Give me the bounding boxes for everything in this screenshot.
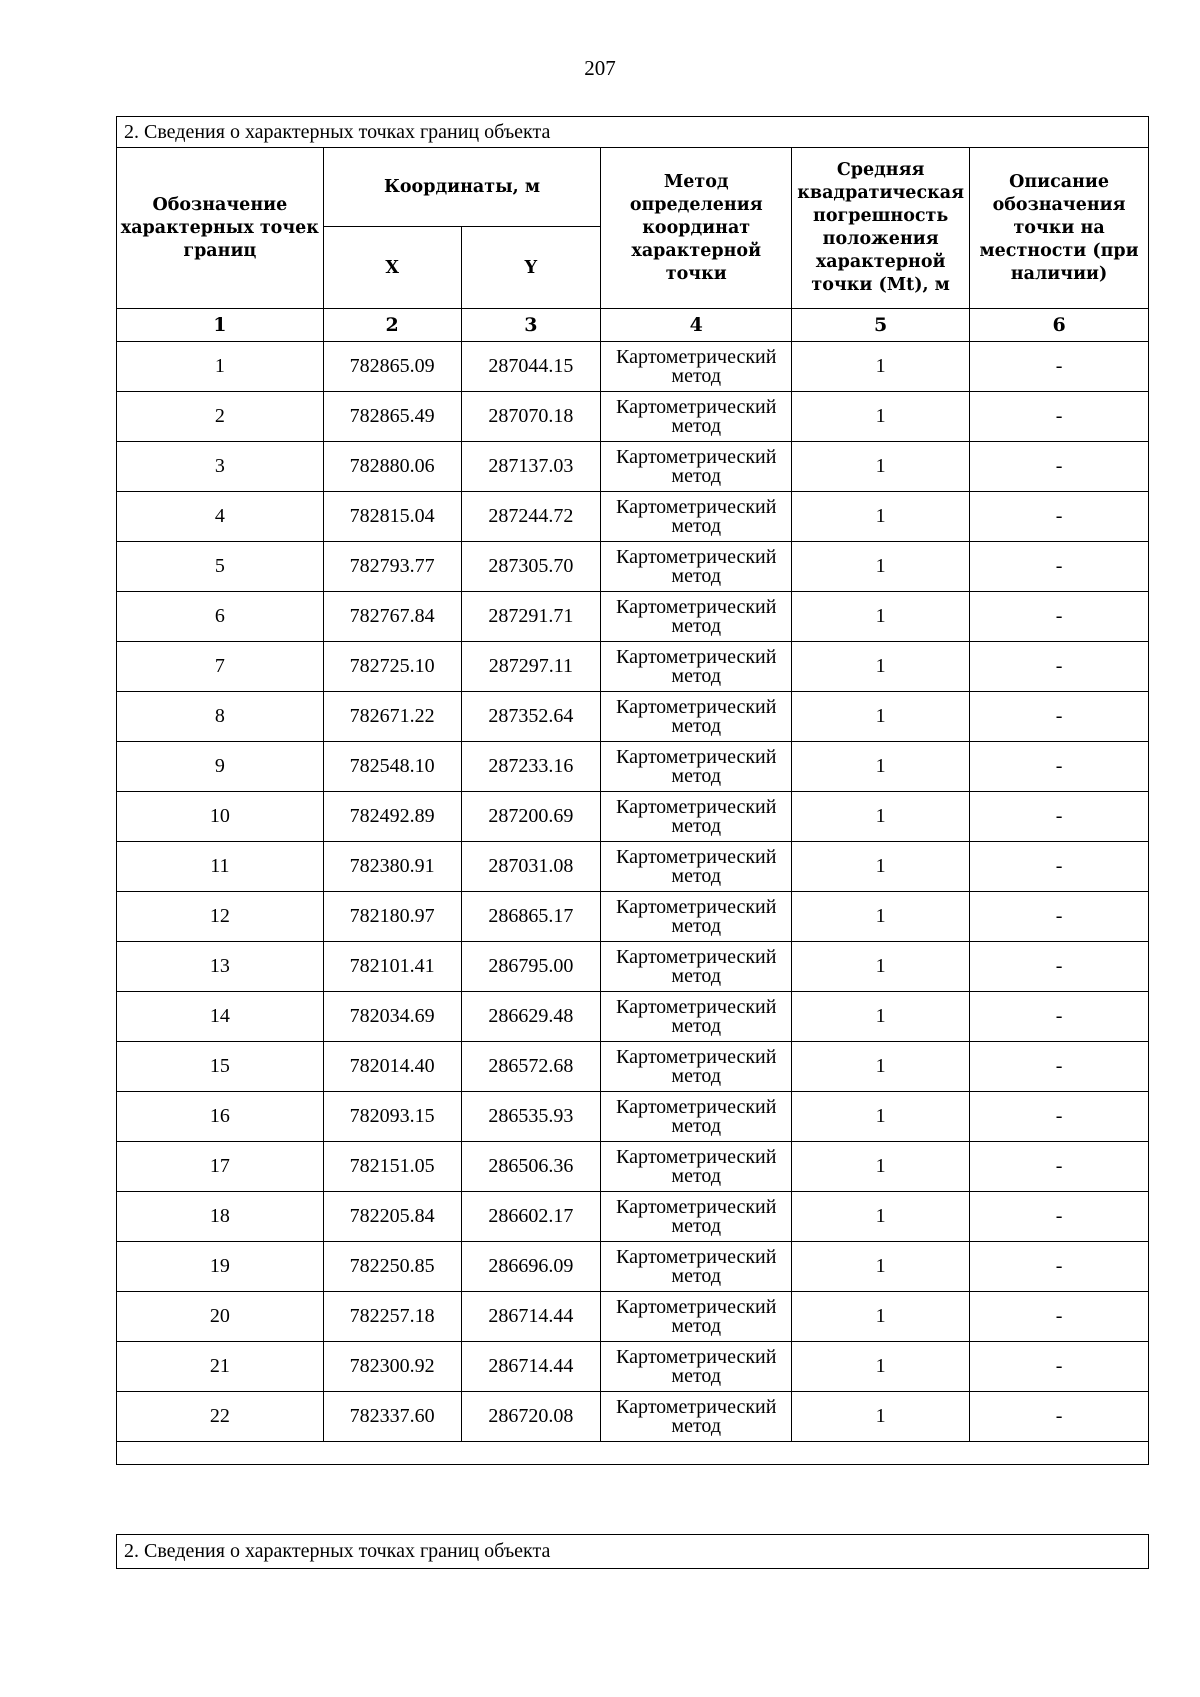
method-line1: Картометрический <box>616 545 777 568</box>
error-cell: 1 <box>792 442 970 492</box>
x-cell: 782492.89 <box>323 792 461 842</box>
method-line1: Картометрический <box>616 695 777 718</box>
point-cell: 3 <box>117 442 324 492</box>
description-cell: - <box>970 1342 1149 1392</box>
table-row <box>117 842 1149 892</box>
method-line2: метод <box>671 564 722 587</box>
method-line1: Картометрический <box>616 595 777 618</box>
point-cell: 16 <box>117 1092 324 1142</box>
table-row <box>117 392 1149 442</box>
description-cell: - <box>970 1192 1149 1242</box>
error-cell: 1 <box>792 1242 970 1292</box>
x-cell: 782793.77 <box>323 542 461 592</box>
description-cell: - <box>970 442 1149 492</box>
description-cell: - <box>970 742 1149 792</box>
empty-footer-row <box>117 1442 1149 1465</box>
method-line1: Картометрический <box>616 1095 777 1118</box>
method-cell <box>601 742 792 792</box>
column-number: 1 <box>117 309 324 342</box>
boundary-points-table-continued <box>116 1534 1149 1569</box>
method-line1: Картометрический <box>616 1245 777 1268</box>
y-cell: 287200.69 <box>461 792 601 842</box>
method-cell <box>601 392 792 442</box>
method-line2: метод <box>671 1314 722 1337</box>
page-number: 207 <box>584 56 616 80</box>
description-cell: - <box>970 492 1149 542</box>
method-line1: Картометрический <box>616 1045 777 1068</box>
method-line1: Картометрический <box>616 1395 777 1418</box>
y-cell: 286720.08 <box>461 1392 601 1442</box>
error-cell: 1 <box>792 792 970 842</box>
method-line2: метод <box>671 1014 722 1037</box>
y-cell: 286714.44 <box>461 1292 601 1342</box>
x-cell: 782880.06 <box>323 442 461 492</box>
method-line2: метод <box>671 364 722 387</box>
y-cell: 286865.17 <box>461 892 601 942</box>
method-line1: Картометрический <box>616 1145 777 1168</box>
table-row <box>117 692 1149 742</box>
empty-cell <box>117 1442 1149 1465</box>
y-cell: 287244.72 <box>461 492 601 542</box>
x-cell: 782337.60 <box>323 1392 461 1442</box>
point-cell: 13 <box>117 942 324 992</box>
header-x: X <box>323 227 461 309</box>
error-cell: 1 <box>792 392 970 442</box>
error-cell: 1 <box>792 1092 970 1142</box>
y-cell: 287305.70 <box>461 542 601 592</box>
x-cell: 782725.10 <box>323 642 461 692</box>
point-cell: 15 <box>117 1042 324 1092</box>
method-line1: Картометрический <box>616 395 777 418</box>
method-line2: метод <box>671 1414 722 1437</box>
method-cell <box>601 792 792 842</box>
table-row <box>117 492 1149 542</box>
method-line2: метод <box>671 714 722 737</box>
x-cell: 782548.10 <box>323 742 461 792</box>
error-cell: 1 <box>792 692 970 742</box>
point-cell: 6 <box>117 592 324 642</box>
method-line1: Картометрический <box>616 795 777 818</box>
method-line2: метод <box>671 1114 722 1137</box>
description-cell: - <box>970 1092 1149 1142</box>
point-cell: 8 <box>117 692 324 742</box>
column-number: 3 <box>461 309 601 342</box>
method-line2: метод <box>671 1214 722 1237</box>
method-cell <box>601 692 792 742</box>
error-cell: 1 <box>792 1192 970 1242</box>
header-method: Метод определения координат характерной точки <box>601 148 792 309</box>
error-cell: 1 <box>792 342 970 392</box>
table-row <box>117 342 1149 392</box>
x-cell: 782014.40 <box>323 1042 461 1092</box>
error-cell: 1 <box>792 1392 970 1442</box>
x-cell: 782815.04 <box>323 492 461 542</box>
method-cell <box>601 1142 792 1192</box>
point-cell: 14 <box>117 992 324 1042</box>
error-cell: 1 <box>792 1342 970 1392</box>
y-cell: 286795.00 <box>461 942 601 992</box>
point-cell: 9 <box>117 742 324 792</box>
point-cell: 5 <box>117 542 324 592</box>
x-cell: 782093.15 <box>323 1092 461 1142</box>
description-cell: - <box>970 542 1149 592</box>
y-cell: 286535.93 <box>461 1092 601 1142</box>
point-cell: 10 <box>117 792 324 842</box>
method-line1: Картометрический <box>616 645 777 668</box>
description-cell: - <box>970 792 1149 842</box>
description-cell: - <box>970 892 1149 942</box>
y-cell: 286629.48 <box>461 992 601 1042</box>
error-cell: 1 <box>792 742 970 792</box>
point-cell: 18 <box>117 1192 324 1242</box>
error-cell: 1 <box>792 1292 970 1342</box>
method-line2: метод <box>671 814 722 837</box>
y-cell: 286714.44 <box>461 1342 601 1392</box>
method-cell <box>601 592 792 642</box>
header-description: Описание обозначения точки на местности (при наличии) <box>970 148 1149 309</box>
y-cell: 286696.09 <box>461 1242 601 1292</box>
table-row <box>117 992 1149 1042</box>
method-line1: Картометрический <box>616 345 777 368</box>
table-body <box>117 342 1149 1442</box>
method-line1: Картометрический <box>616 895 777 918</box>
method-line1: Картометрический <box>616 1295 777 1318</box>
table-row <box>117 542 1149 592</box>
y-cell: 287297.11 <box>461 642 601 692</box>
table-row <box>117 742 1149 792</box>
method-cell <box>601 342 792 392</box>
error-cell: 1 <box>792 642 970 692</box>
x-cell: 782671.22 <box>323 692 461 742</box>
error-cell: 1 <box>792 992 970 1042</box>
method-line2: метод <box>671 964 722 987</box>
point-cell: 12 <box>117 892 324 942</box>
method-cell <box>601 492 792 542</box>
method-cell <box>601 1292 792 1342</box>
description-cell: - <box>970 392 1149 442</box>
y-cell: 287070.18 <box>461 392 601 442</box>
x-cell: 782300.92 <box>323 1342 461 1392</box>
method-line2: метод <box>671 464 722 487</box>
error-cell: 1 <box>792 592 970 642</box>
method-line2: метод <box>671 414 722 437</box>
table-row <box>117 442 1149 492</box>
description-cell: - <box>970 642 1149 692</box>
x-cell: 782865.49 <box>323 392 461 442</box>
method-cell <box>601 1092 792 1142</box>
method-cell <box>601 542 792 592</box>
method-line1: Картометрический <box>616 945 777 968</box>
x-cell: 782250.85 <box>323 1242 461 1292</box>
y-cell: 287352.64 <box>461 692 601 742</box>
table-row <box>117 1392 1149 1442</box>
description-cell: - <box>970 1292 1149 1342</box>
y-cell: 287233.16 <box>461 742 601 792</box>
table-row <box>117 792 1149 842</box>
method-cell <box>601 1242 792 1292</box>
method-line1: Картометрический <box>616 745 777 768</box>
column-number: 6 <box>970 309 1149 342</box>
method-cell <box>601 642 792 692</box>
description-cell: - <box>970 942 1149 992</box>
point-cell: 2 <box>117 392 324 442</box>
method-line2: метод <box>671 1064 722 1087</box>
method-line2: метод <box>671 1164 722 1187</box>
y-cell: 287044.15 <box>461 342 601 392</box>
x-cell: 782257.18 <box>323 1292 461 1342</box>
x-cell: 782034.69 <box>323 992 461 1042</box>
method-line1: Картометрический <box>616 845 777 868</box>
y-cell: 287291.71 <box>461 592 601 642</box>
x-cell: 782180.97 <box>323 892 461 942</box>
method-line2: метод <box>671 1264 722 1287</box>
table-row <box>117 642 1149 692</box>
x-cell: 782205.84 <box>323 1192 461 1242</box>
table-row <box>117 1292 1149 1342</box>
table-row <box>117 1242 1149 1292</box>
point-cell: 19 <box>117 1242 324 1292</box>
table-row <box>117 1042 1149 1092</box>
error-cell: 1 <box>792 892 970 942</box>
table-row <box>117 592 1149 642</box>
header-designation: Обозначение характерных точек границ <box>117 148 324 309</box>
description-cell: - <box>970 342 1149 392</box>
description-cell: - <box>970 1042 1149 1092</box>
method-line2: метод <box>671 764 722 787</box>
x-cell: 782151.05 <box>323 1142 461 1192</box>
table-row <box>117 892 1149 942</box>
x-cell: 782101.41 <box>323 942 461 992</box>
method-line1: Картометрический <box>616 445 777 468</box>
point-cell: 17 <box>117 1142 324 1192</box>
method-cell <box>601 942 792 992</box>
table-row <box>117 1342 1149 1392</box>
header-y: Y <box>461 227 601 309</box>
description-cell: - <box>970 1242 1149 1292</box>
method-cell <box>601 1042 792 1092</box>
method-line1: Картометрический <box>616 995 777 1018</box>
column-number: 5 <box>792 309 970 342</box>
method-cell <box>601 842 792 892</box>
header-coordinates: Координаты, м <box>323 148 601 227</box>
error-cell: 1 <box>792 492 970 542</box>
error-cell: 1 <box>792 942 970 992</box>
point-cell: 7 <box>117 642 324 692</box>
point-cell: 20 <box>117 1292 324 1342</box>
x-cell: 782865.09 <box>323 342 461 392</box>
error-cell: 1 <box>792 542 970 592</box>
header-error: Средняя квадратическая погрешность положения характерной точки (Mt), м <box>792 148 970 309</box>
description-cell: - <box>970 1392 1149 1442</box>
method-cell <box>601 442 792 492</box>
description-cell: - <box>970 842 1149 892</box>
method-line1: Картометрический <box>616 1195 777 1218</box>
table-row <box>117 942 1149 992</box>
boundary-points-table <box>116 116 1149 1465</box>
x-cell: 782380.91 <box>323 842 461 892</box>
point-cell: 22 <box>117 1392 324 1442</box>
table-row <box>117 1142 1149 1192</box>
method-cell <box>601 1392 792 1442</box>
error-cell: 1 <box>792 842 970 892</box>
point-cell: 11 <box>117 842 324 892</box>
description-cell: - <box>970 992 1149 1042</box>
method-cell <box>601 892 792 942</box>
method-line1: Картометрический <box>616 495 777 518</box>
error-cell: 1 <box>792 1042 970 1092</box>
method-line2: метод <box>671 864 722 887</box>
description-cell: - <box>970 1142 1149 1192</box>
method-line2: метод <box>671 614 722 637</box>
y-cell: 286602.17 <box>461 1192 601 1242</box>
x-cell: 782767.84 <box>323 592 461 642</box>
point-cell: 21 <box>117 1342 324 1392</box>
y-cell: 287031.08 <box>461 842 601 892</box>
description-cell: - <box>970 592 1149 642</box>
column-numbers-row <box>117 309 1149 342</box>
column-number: 4 <box>601 309 792 342</box>
y-cell: 286572.68 <box>461 1042 601 1092</box>
method-line2: метод <box>671 664 722 687</box>
method-line2: метод <box>671 914 722 937</box>
method-line1: Картометрический <box>616 1345 777 1368</box>
section-title-continued: 2. Сведения о характерных точках границ объекта <box>117 1535 1149 1569</box>
method-line2: метод <box>671 514 722 537</box>
column-number: 2 <box>323 309 461 342</box>
method-cell <box>601 992 792 1042</box>
y-cell: 287137.03 <box>461 442 601 492</box>
section-title: 2. Сведения о характерных точках границ объекта <box>117 117 1149 148</box>
method-cell <box>601 1192 792 1242</box>
y-cell: 286506.36 <box>461 1142 601 1192</box>
point-cell: 1 <box>117 342 324 392</box>
point-cell: 4 <box>117 492 324 542</box>
description-cell: - <box>970 692 1149 742</box>
method-cell <box>601 1342 792 1392</box>
table-row <box>117 1192 1149 1242</box>
method-line2: метод <box>671 1364 722 1387</box>
error-cell: 1 <box>792 1142 970 1192</box>
table-row <box>117 1092 1149 1142</box>
